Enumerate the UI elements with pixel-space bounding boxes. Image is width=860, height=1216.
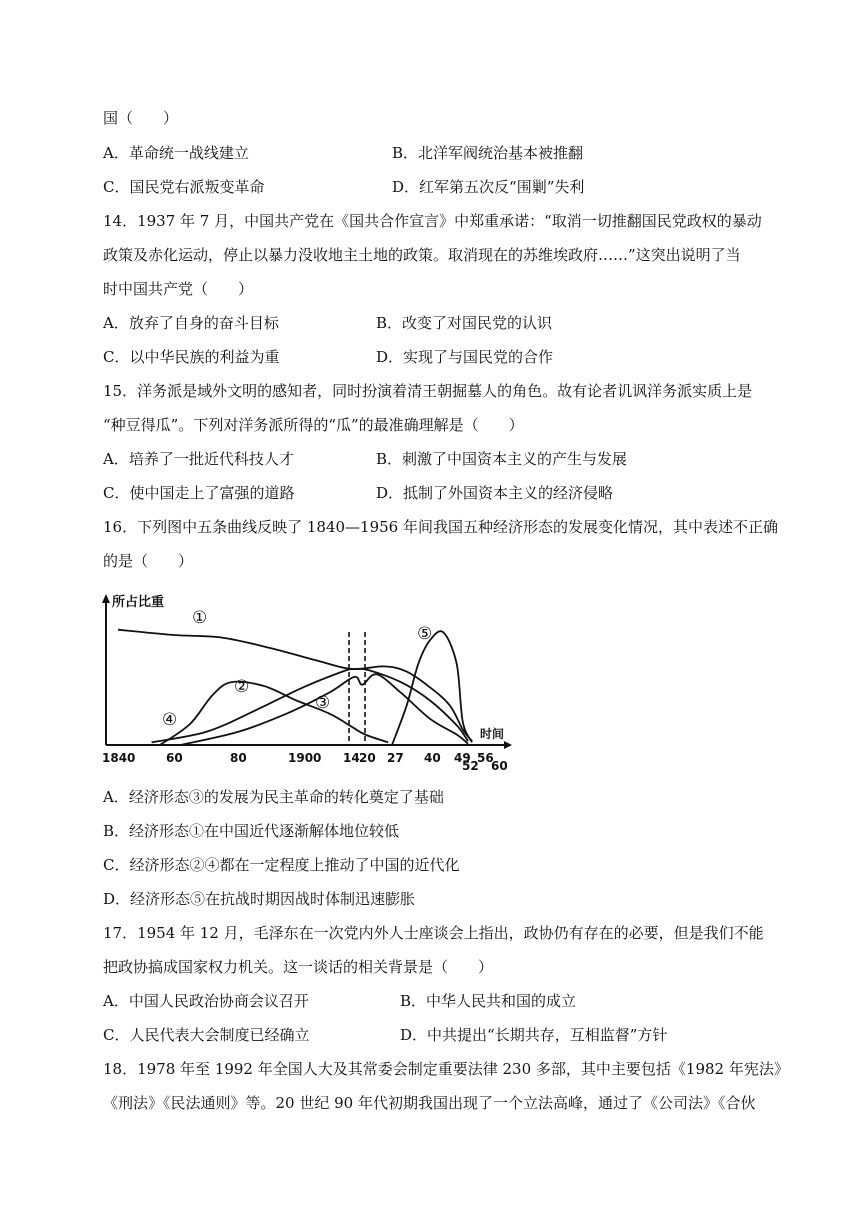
x-axis-arrow-icon	[504, 741, 512, 749]
q17-option-d[interactable]: D．中共提出“长期共存，互相监督”方针	[400, 1026, 668, 1044]
q15-option-a[interactable]: A．培养了一批近代科技人才	[103, 450, 294, 468]
q17-option-a[interactable]: A．中国人民政治协商会议召开	[103, 992, 309, 1010]
q13-option-b[interactable]: B．北洋军阀统治基本被推翻	[392, 144, 584, 162]
curve-label-1: ①	[192, 608, 208, 628]
q15-option-b[interactable]: B．刺激了中国资本主义的产生与发展	[376, 450, 628, 468]
curve-label-4: ④	[162, 710, 178, 730]
x-tick-label: 1840	[102, 751, 136, 765]
q14-option-c[interactable]: C．以中华民族的利益为重	[103, 348, 280, 366]
q13-option-d[interactable]: D．红军第五次反“围剿”失利	[392, 178, 585, 196]
q16-option-b[interactable]: B．经济形态①在中国近代逐渐解体地位较低	[103, 822, 400, 840]
x-tick-label: 27	[387, 751, 404, 765]
q13-stem-tail: 国（ ）	[103, 109, 179, 127]
q17-stem-line2: 把政协搞成国家权力机关。这一谈话的相关背景是（ ）	[103, 958, 494, 976]
q18-stem-line2: 《刑法》《民法通则》等。20 世纪 90 年代初期我国出现了一个立法高峰，通过了《公司法》《合伙	[103, 1094, 756, 1112]
x-tick-label: 60	[166, 751, 183, 765]
q14-option-a[interactable]: A．放弃了自身的奋斗目标	[103, 314, 279, 332]
curve-label-3: ③	[315, 693, 331, 713]
x-tick-label: 1900	[288, 751, 322, 765]
q17-option-c[interactable]: C．人民代表大会制度已经确立	[103, 1026, 310, 1044]
q16-option-d[interactable]: D．经济形态⑤在抗战时期因战时体制迅速膨胀	[103, 890, 416, 908]
q15-option-c[interactable]: C．使中国走上了富强的道路	[103, 484, 295, 502]
q14-stem-line2: 政策及赤化运动，停止以暴力没收地主土地的政策。取消现在的苏维埃政府……”这突出说明了当	[103, 246, 741, 264]
curve-label-5: ⑤	[417, 624, 433, 644]
q16-option-c[interactable]: C．经济形态②④都在一定程度上推动了中国的近代化	[103, 856, 460, 874]
curve-label-2: ②	[234, 677, 250, 697]
q15-stem-line1: 15．洋务派是域外文明的感知者，同时扮演着清王朝掘墓人的角色。故有论者讥讽洋务派实质上是	[103, 382, 753, 400]
x-tick-label: 60	[491, 759, 508, 772]
x-tick-label: 49	[454, 751, 471, 765]
x-axis-label: 时间	[480, 727, 505, 741]
x-tick-label: 56	[477, 751, 494, 765]
q13-option-a[interactable]: A．革命统一战线建立	[103, 144, 249, 162]
y-axis-arrow-icon	[102, 594, 110, 603]
x-tick-label: 40	[424, 751, 441, 765]
q16-option-a[interactable]: A．经济形态③的发展为民主革命的转化奠定了基础	[103, 788, 444, 806]
x-tick-label: 80	[230, 751, 247, 765]
q17-option-b[interactable]: B．中华人民共和国的成立	[400, 992, 577, 1010]
q14-option-d[interactable]: D．实现了与国民党的合作	[376, 348, 554, 366]
q13-option-c[interactable]: C．国民党右派叛变革命	[103, 178, 265, 196]
q17-stem-line1: 17．1954 年 12 月，毛泽东在一次党内外人士座谈会上指出，政协仍有存在的必要，但是我们不能	[103, 924, 764, 942]
x-tick-label: 52	[462, 759, 479, 772]
y-axis-label: 所占比重	[112, 595, 165, 610]
q16-stem-line1: 16．下列图中五条曲线反映了 1840—1956 年间我国五种经济形态的发展变化情况，其中表述不正确	[103, 518, 778, 536]
q14-stem-line3: 时中国共产党（ ）	[103, 280, 254, 298]
q14-stem-line1: 14．1937 年 7 月，中国共产党在《国共合作宣言》中郑重承诺：“取消一切推翻国民党政权的暴动	[103, 212, 762, 230]
q18-stem-line1: 18．1978 年至 1992 年全国人大及其常委会制定重要法律 230 多部，其中主要包括《1982 年宪法》	[103, 1060, 789, 1078]
q14-option-b[interactable]: B．改变了对国民党的认识	[376, 314, 553, 332]
economic-forms-chart	[100, 592, 520, 772]
q15-option-d[interactable]: D．抵制了外国资本主义的经济侵略	[376, 484, 614, 502]
q15-stem-line2: “种豆得瓜”。下列对洋务派所得的“瓜”的最准确理解是（ ）	[103, 416, 524, 434]
x-tick-label: 20	[359, 751, 376, 765]
q16-stem-line2: 的是（ ）	[103, 552, 194, 570]
x-tick-label: 14	[343, 751, 360, 765]
